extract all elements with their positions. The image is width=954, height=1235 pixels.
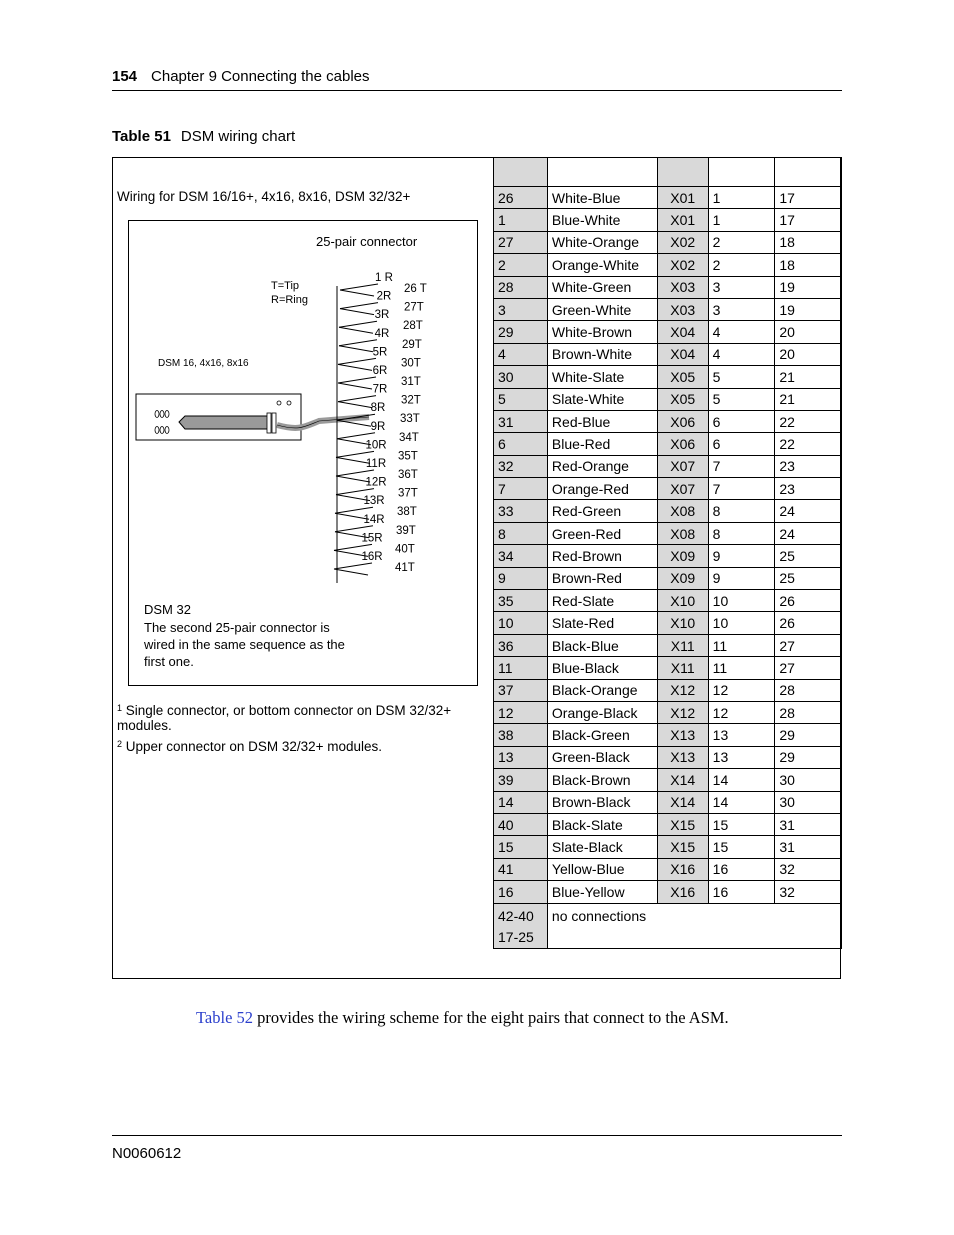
pin-cell: 34 — [494, 545, 548, 567]
color-cell: Blue-Black — [547, 657, 657, 679]
table-row — [494, 254, 842, 276]
ring-label: 14R — [363, 513, 385, 526]
color-cell: Orange-White — [547, 254, 657, 276]
pin-cell: 38 — [494, 724, 548, 746]
pair-cell: 7 — [708, 478, 775, 500]
x-cell: X11 — [657, 657, 708, 679]
tip-label: 40T — [395, 543, 415, 556]
ring-label: 4R — [374, 327, 390, 340]
ring-wire — [337, 433, 375, 439]
table-caption — [112, 128, 295, 145]
ring-label: 5R — [372, 346, 388, 359]
ring-wire — [338, 377, 376, 383]
table-row — [494, 545, 842, 567]
pin-cell: 32 — [494, 455, 548, 477]
port-cell: 27 — [775, 634, 842, 656]
ring-label: 9R — [370, 420, 386, 433]
pin-cell: 10 — [494, 612, 548, 634]
ring-label: 10R — [365, 439, 387, 452]
pin-cell: 28 — [494, 276, 548, 298]
x-cell: X16 — [657, 858, 708, 880]
pin-range: 17-25 — [498, 928, 534, 945]
pin-range-cell — [494, 903, 548, 948]
dsm-label: DSM 16, 4x16, 8x16 — [158, 358, 249, 369]
pair-cell: 8 — [708, 500, 775, 522]
tip-label: 33T — [400, 413, 420, 426]
pin-cell: 41 — [494, 858, 548, 880]
pair-cell: 16 — [708, 858, 775, 880]
table-row — [494, 455, 842, 477]
pin-cell: 29 — [494, 321, 548, 343]
pin-cell: 26 — [494, 187, 548, 209]
pin-cell: 14 — [494, 791, 548, 813]
tip-label: 37T — [398, 487, 418, 500]
color-cell: Black-Green — [547, 724, 657, 746]
footnote-1-mark: 1 — [117, 703, 123, 713]
table-row — [494, 836, 842, 858]
footnote-1 — [117, 701, 477, 733]
color-cell: Red-Brown — [547, 545, 657, 567]
pin-cell: 13 — [494, 746, 548, 768]
wiring-table — [493, 157, 842, 949]
color-cell: Green-Red — [547, 522, 657, 544]
color-cell: Blue-White — [547, 209, 657, 231]
table-row — [494, 276, 842, 298]
pin-cell: 7 — [494, 478, 548, 500]
color-cell: Green-Black — [547, 746, 657, 768]
table-label: Table 51 — [112, 128, 171, 145]
color-cell: White-Brown — [547, 321, 657, 343]
pair-cell: 15 — [708, 836, 775, 858]
port-cell: 29 — [775, 724, 842, 746]
table-row — [494, 321, 842, 343]
pin-cell: 12 — [494, 701, 548, 723]
tip-label: 26 T — [404, 283, 427, 295]
dsm32-line-2: wired in the same sequence as the — [144, 637, 345, 652]
connector-title: 25-pair connector — [316, 234, 418, 249]
pair-cell: 14 — [708, 769, 775, 791]
tip-wire — [338, 402, 372, 408]
pair-cell: 3 — [708, 276, 775, 298]
pin-cell: 39 — [494, 769, 548, 791]
pair-cell: 4 — [708, 321, 775, 343]
plug-collar-2 — [272, 413, 276, 433]
table-row — [494, 522, 842, 544]
x-cell: X14 — [657, 769, 708, 791]
footnote-1-text: Single connector, or bottom connector on DSM 32/32+ modules. — [117, 703, 452, 733]
ring-wire — [334, 544, 372, 550]
pin-cell: 9 — [494, 567, 548, 589]
table-row — [494, 657, 842, 679]
body-paragraph — [196, 1008, 729, 1028]
x-cell: X07 — [657, 478, 708, 500]
footnote-2-text: Upper connector on DSM 32/32+ modules. — [125, 739, 383, 754]
ring-wire — [338, 358, 376, 364]
color-cell: Orange-Black — [547, 701, 657, 723]
pin-cell: 15 — [494, 836, 548, 858]
ring-wire — [335, 526, 373, 532]
header-cell — [657, 158, 708, 187]
port-cell: 21 — [775, 366, 842, 388]
color-cell: Black-Orange — [547, 679, 657, 701]
pin-cell: 5 — [494, 388, 548, 410]
pin-cell: 2 — [494, 254, 548, 276]
color-cell: White-Slate — [547, 366, 657, 388]
tip-label: 31T — [401, 376, 421, 388]
tip-label: 34T — [399, 431, 419, 444]
port-cell: 32 — [775, 881, 842, 903]
tip-wire — [334, 569, 368, 575]
color-cell: Slate-Red — [547, 612, 657, 634]
port-cell: 25 — [775, 545, 842, 567]
port-cell: 26 — [775, 590, 842, 612]
port-cell: 28 — [775, 701, 842, 723]
tip-wire — [340, 309, 374, 315]
pin-cell: 16 — [494, 881, 548, 903]
connector-pins — [334, 272, 427, 575]
color-cell: Red-Blue — [547, 410, 657, 432]
table-row — [494, 187, 842, 209]
table-title: DSM wiring chart — [180, 128, 296, 145]
chapter-title: Chapter 9 Connecting the cables — [151, 68, 370, 85]
pair-cell: 5 — [708, 366, 775, 388]
color-cell: White-Blue — [547, 187, 657, 209]
ring-wire — [336, 470, 374, 476]
port-cell: 32 — [775, 858, 842, 880]
paragraph-text: provides the wiring scheme for the eight pairs that connect to the ASM. — [253, 1008, 729, 1027]
table-row — [494, 746, 842, 768]
table-row — [494, 701, 842, 723]
ring-wire — [340, 284, 378, 290]
ring-wire — [338, 396, 376, 402]
header-cell — [708, 158, 775, 187]
x-cell: X12 — [657, 701, 708, 723]
x-cell: X03 — [657, 298, 708, 320]
pair-cell: 3 — [708, 298, 775, 320]
color-cell: Blue-Yellow — [547, 881, 657, 903]
footnote-2 — [117, 737, 477, 754]
tip-label: 27T — [404, 301, 424, 314]
table-row — [494, 634, 842, 656]
port-cell: 19 — [775, 276, 842, 298]
table-row — [494, 410, 842, 432]
tip-label: 29T — [402, 338, 422, 351]
port-cell: 23 — [775, 455, 842, 477]
x-cell: X13 — [657, 724, 708, 746]
ring-wire — [335, 507, 373, 513]
ring-label: 11R — [365, 458, 387, 470]
ring-wire — [334, 563, 372, 569]
header-rule — [112, 90, 842, 91]
color-cell: Yellow-Blue — [547, 858, 657, 880]
ring-label: 16R — [361, 551, 383, 563]
x-cell: X01 — [657, 209, 708, 231]
table-row — [494, 769, 842, 791]
pin-cell: 40 — [494, 813, 548, 835]
table-row — [494, 881, 842, 903]
pin-cell: 36 — [494, 634, 548, 656]
port-cell: 22 — [775, 433, 842, 455]
ring-wire — [340, 303, 378, 309]
pair-cell: 16 — [708, 881, 775, 903]
pair-cell: 14 — [708, 791, 775, 813]
pin-cell: 11 — [494, 657, 548, 679]
port-cell: 19 — [775, 298, 842, 320]
x-cell: X10 — [657, 590, 708, 612]
tip-label: 35T — [398, 450, 418, 463]
pair-cell: 1 — [708, 187, 775, 209]
port-cell: 28 — [775, 679, 842, 701]
pair-cell: 11 — [708, 657, 775, 679]
table-row — [494, 612, 842, 634]
color-cell: Slate-White — [547, 388, 657, 410]
legend-tip: T=Tip — [271, 280, 300, 292]
port-cell: 20 — [775, 321, 842, 343]
port-cell: 26 — [775, 612, 842, 634]
ring-wire — [336, 489, 374, 495]
tip-label: 38T — [397, 506, 417, 519]
pin-cell: 4 — [494, 343, 548, 365]
pin-cell: 6 — [494, 433, 548, 455]
plug — [179, 416, 269, 429]
pair-cell: 4 — [708, 343, 775, 365]
pair-cell: 2 — [708, 231, 775, 253]
port-cell: 31 — [775, 836, 842, 858]
table-row — [494, 791, 842, 813]
x-cell: X06 — [657, 410, 708, 432]
table-row — [494, 567, 842, 589]
tip-wire — [339, 346, 373, 352]
port-cell: 17 — [775, 187, 842, 209]
port-cell: 18 — [775, 254, 842, 276]
x-cell: X07 — [657, 455, 708, 477]
port-cell: 24 — [775, 500, 842, 522]
color-cell: Brown-Red — [547, 567, 657, 589]
table-row — [494, 388, 842, 410]
port-cell: 17 — [775, 209, 842, 231]
x-cell: X03 — [657, 276, 708, 298]
header-cell — [494, 158, 548, 187]
pair-cell: 8 — [708, 522, 775, 544]
x-cell: X01 — [657, 187, 708, 209]
doc-id: N0060612 — [112, 1145, 182, 1162]
pair-cell: 9 — [708, 567, 775, 589]
x-cell: X12 — [657, 679, 708, 701]
pair-cell: 13 — [708, 724, 775, 746]
x-cell: X02 — [657, 254, 708, 276]
color-cell: White-Green — [547, 276, 657, 298]
tip-wire — [339, 327, 373, 333]
pair-cell: 15 — [708, 813, 775, 835]
color-cell: White-Orange — [547, 231, 657, 253]
tip-label: 32T — [401, 394, 421, 407]
table-52-link[interactable]: Table 52 — [196, 1008, 254, 1027]
table-row — [494, 343, 842, 365]
ring-label: 1 R — [375, 272, 393, 284]
pair-cell: 7 — [708, 455, 775, 477]
table-row — [494, 858, 842, 880]
header-cell — [547, 158, 657, 187]
port-cell: 30 — [775, 769, 842, 791]
port-cell: 21 — [775, 388, 842, 410]
color-cell: Black-Slate — [547, 813, 657, 835]
legend-ring: R=Ring — [271, 294, 308, 306]
plug-collar — [267, 413, 271, 433]
pin-cell: 33 — [494, 500, 548, 522]
no-connection-row — [494, 903, 842, 948]
header-cell — [775, 158, 842, 187]
port-cell: 24 — [775, 522, 842, 544]
color-cell: Slate-Black — [547, 836, 657, 858]
port-cell: 22 — [775, 410, 842, 432]
tip-label: 39T — [396, 524, 416, 537]
dsm32-title: DSM 32 — [144, 602, 191, 617]
table-row — [494, 366, 842, 388]
pair-cell: 6 — [708, 433, 775, 455]
pin-cell: 3 — [494, 298, 548, 320]
pair-cell: 13 — [708, 746, 775, 768]
x-cell: X15 — [657, 836, 708, 858]
wiring-diagram-svg — [129, 221, 477, 685]
ring-label: 15R — [361, 532, 383, 545]
table-row — [494, 231, 842, 253]
color-cell: Red-Slate — [547, 590, 657, 612]
x-cell: X11 — [657, 634, 708, 656]
pair-cell: 12 — [708, 701, 775, 723]
no-connections-cell: no connections — [547, 903, 841, 948]
footnote-2-mark: 2 — [117, 739, 123, 749]
dsm32-line-3: first one. — [144, 654, 194, 669]
pin-cell: 27 — [494, 231, 548, 253]
x-cell: X10 — [657, 612, 708, 634]
x-cell: X09 — [657, 545, 708, 567]
x-cell: X15 — [657, 813, 708, 835]
pin-cell: 8 — [494, 522, 548, 544]
ring-label: 7R — [372, 383, 388, 396]
footer-rule — [112, 1135, 842, 1136]
pair-cell: 5 — [708, 388, 775, 410]
tip-wire — [338, 383, 372, 389]
color-cell: Red-Orange — [547, 455, 657, 477]
ring-label: 8R — [370, 402, 386, 415]
color-cell: Brown-Black — [547, 791, 657, 813]
x-cell: X16 — [657, 881, 708, 903]
x-cell: X02 — [657, 231, 708, 253]
table-row — [494, 433, 842, 455]
pin-cell: 37 — [494, 679, 548, 701]
pair-cell: 12 — [708, 679, 775, 701]
x-cell: X13 — [657, 746, 708, 768]
tip-label: 41T — [395, 562, 415, 574]
pair-cell: 9 — [708, 545, 775, 567]
pin-cell: 35 — [494, 590, 548, 612]
ring-label: 6R — [372, 365, 388, 377]
ring-wire — [336, 451, 374, 457]
color-cell: Black-Brown — [547, 769, 657, 791]
ring-label: 2R — [376, 290, 392, 303]
pin-range: 42-40 — [498, 907, 534, 924]
color-cell: Brown-White — [547, 343, 657, 365]
dsm32-line-1: The second 25-pair connector is — [144, 620, 330, 635]
table-row — [494, 298, 842, 320]
port-cell: 29 — [775, 746, 842, 768]
tip-label: 36T — [398, 469, 418, 481]
x-cell: X04 — [657, 343, 708, 365]
port-cell: 31 — [775, 813, 842, 835]
pin-cell: 31 — [494, 410, 548, 432]
tip-wire — [338, 364, 372, 370]
tip-label: 28T — [403, 320, 423, 333]
port-cell: 20 — [775, 343, 842, 365]
page-header — [112, 68, 370, 85]
x-cell: X06 — [657, 433, 708, 455]
table-row — [494, 724, 842, 746]
x-cell: X05 — [657, 388, 708, 410]
color-cell: Orange-Red — [547, 478, 657, 500]
ring-wire — [339, 321, 377, 327]
wiring-diagram — [128, 220, 478, 686]
port-cell: 18 — [775, 231, 842, 253]
color-cell: Green-White — [547, 298, 657, 320]
ring-label: 12R — [365, 476, 387, 489]
color-cell: Blue-Red — [547, 433, 657, 455]
color-cell: Red-Green — [547, 500, 657, 522]
port-cell: 30 — [775, 791, 842, 813]
ring-wire — [339, 340, 377, 346]
x-cell: X09 — [657, 567, 708, 589]
table-row — [494, 679, 842, 701]
pin-cell: 1 — [494, 209, 548, 231]
x-cell: X14 — [657, 791, 708, 813]
x-cell: X05 — [657, 366, 708, 388]
table-row — [494, 500, 842, 522]
color-cell: Black-Blue — [547, 634, 657, 656]
table-row — [494, 590, 842, 612]
pair-cell: 1 — [708, 209, 775, 231]
page-number: 154 — [112, 68, 138, 85]
port-cell: 25 — [775, 567, 842, 589]
table-row — [494, 209, 842, 231]
ring-label: 3R — [374, 309, 390, 322]
x-cell: X08 — [657, 500, 708, 522]
x-cell: X08 — [657, 522, 708, 544]
pair-cell: 6 — [708, 410, 775, 432]
pair-cell: 10 — [708, 612, 775, 634]
table-row — [494, 478, 842, 500]
port-cell: 23 — [775, 478, 842, 500]
pin-cell: 30 — [494, 366, 548, 388]
pair-cell: 2 — [708, 254, 775, 276]
tip-label: 30T — [401, 357, 421, 370]
x-cell: X04 — [657, 321, 708, 343]
port-cell: 27 — [775, 657, 842, 679]
pair-cell: 10 — [708, 590, 775, 612]
tip-wire — [340, 290, 374, 296]
left-panel-title: Wiring for DSM 16/16+, 4x16, 8x16, DSM 32/32+ — [117, 189, 411, 204]
table-header-row — [494, 158, 842, 187]
pair-cell: 11 — [708, 634, 775, 656]
table-row — [494, 813, 842, 835]
ring-label: 13R — [363, 495, 385, 508]
